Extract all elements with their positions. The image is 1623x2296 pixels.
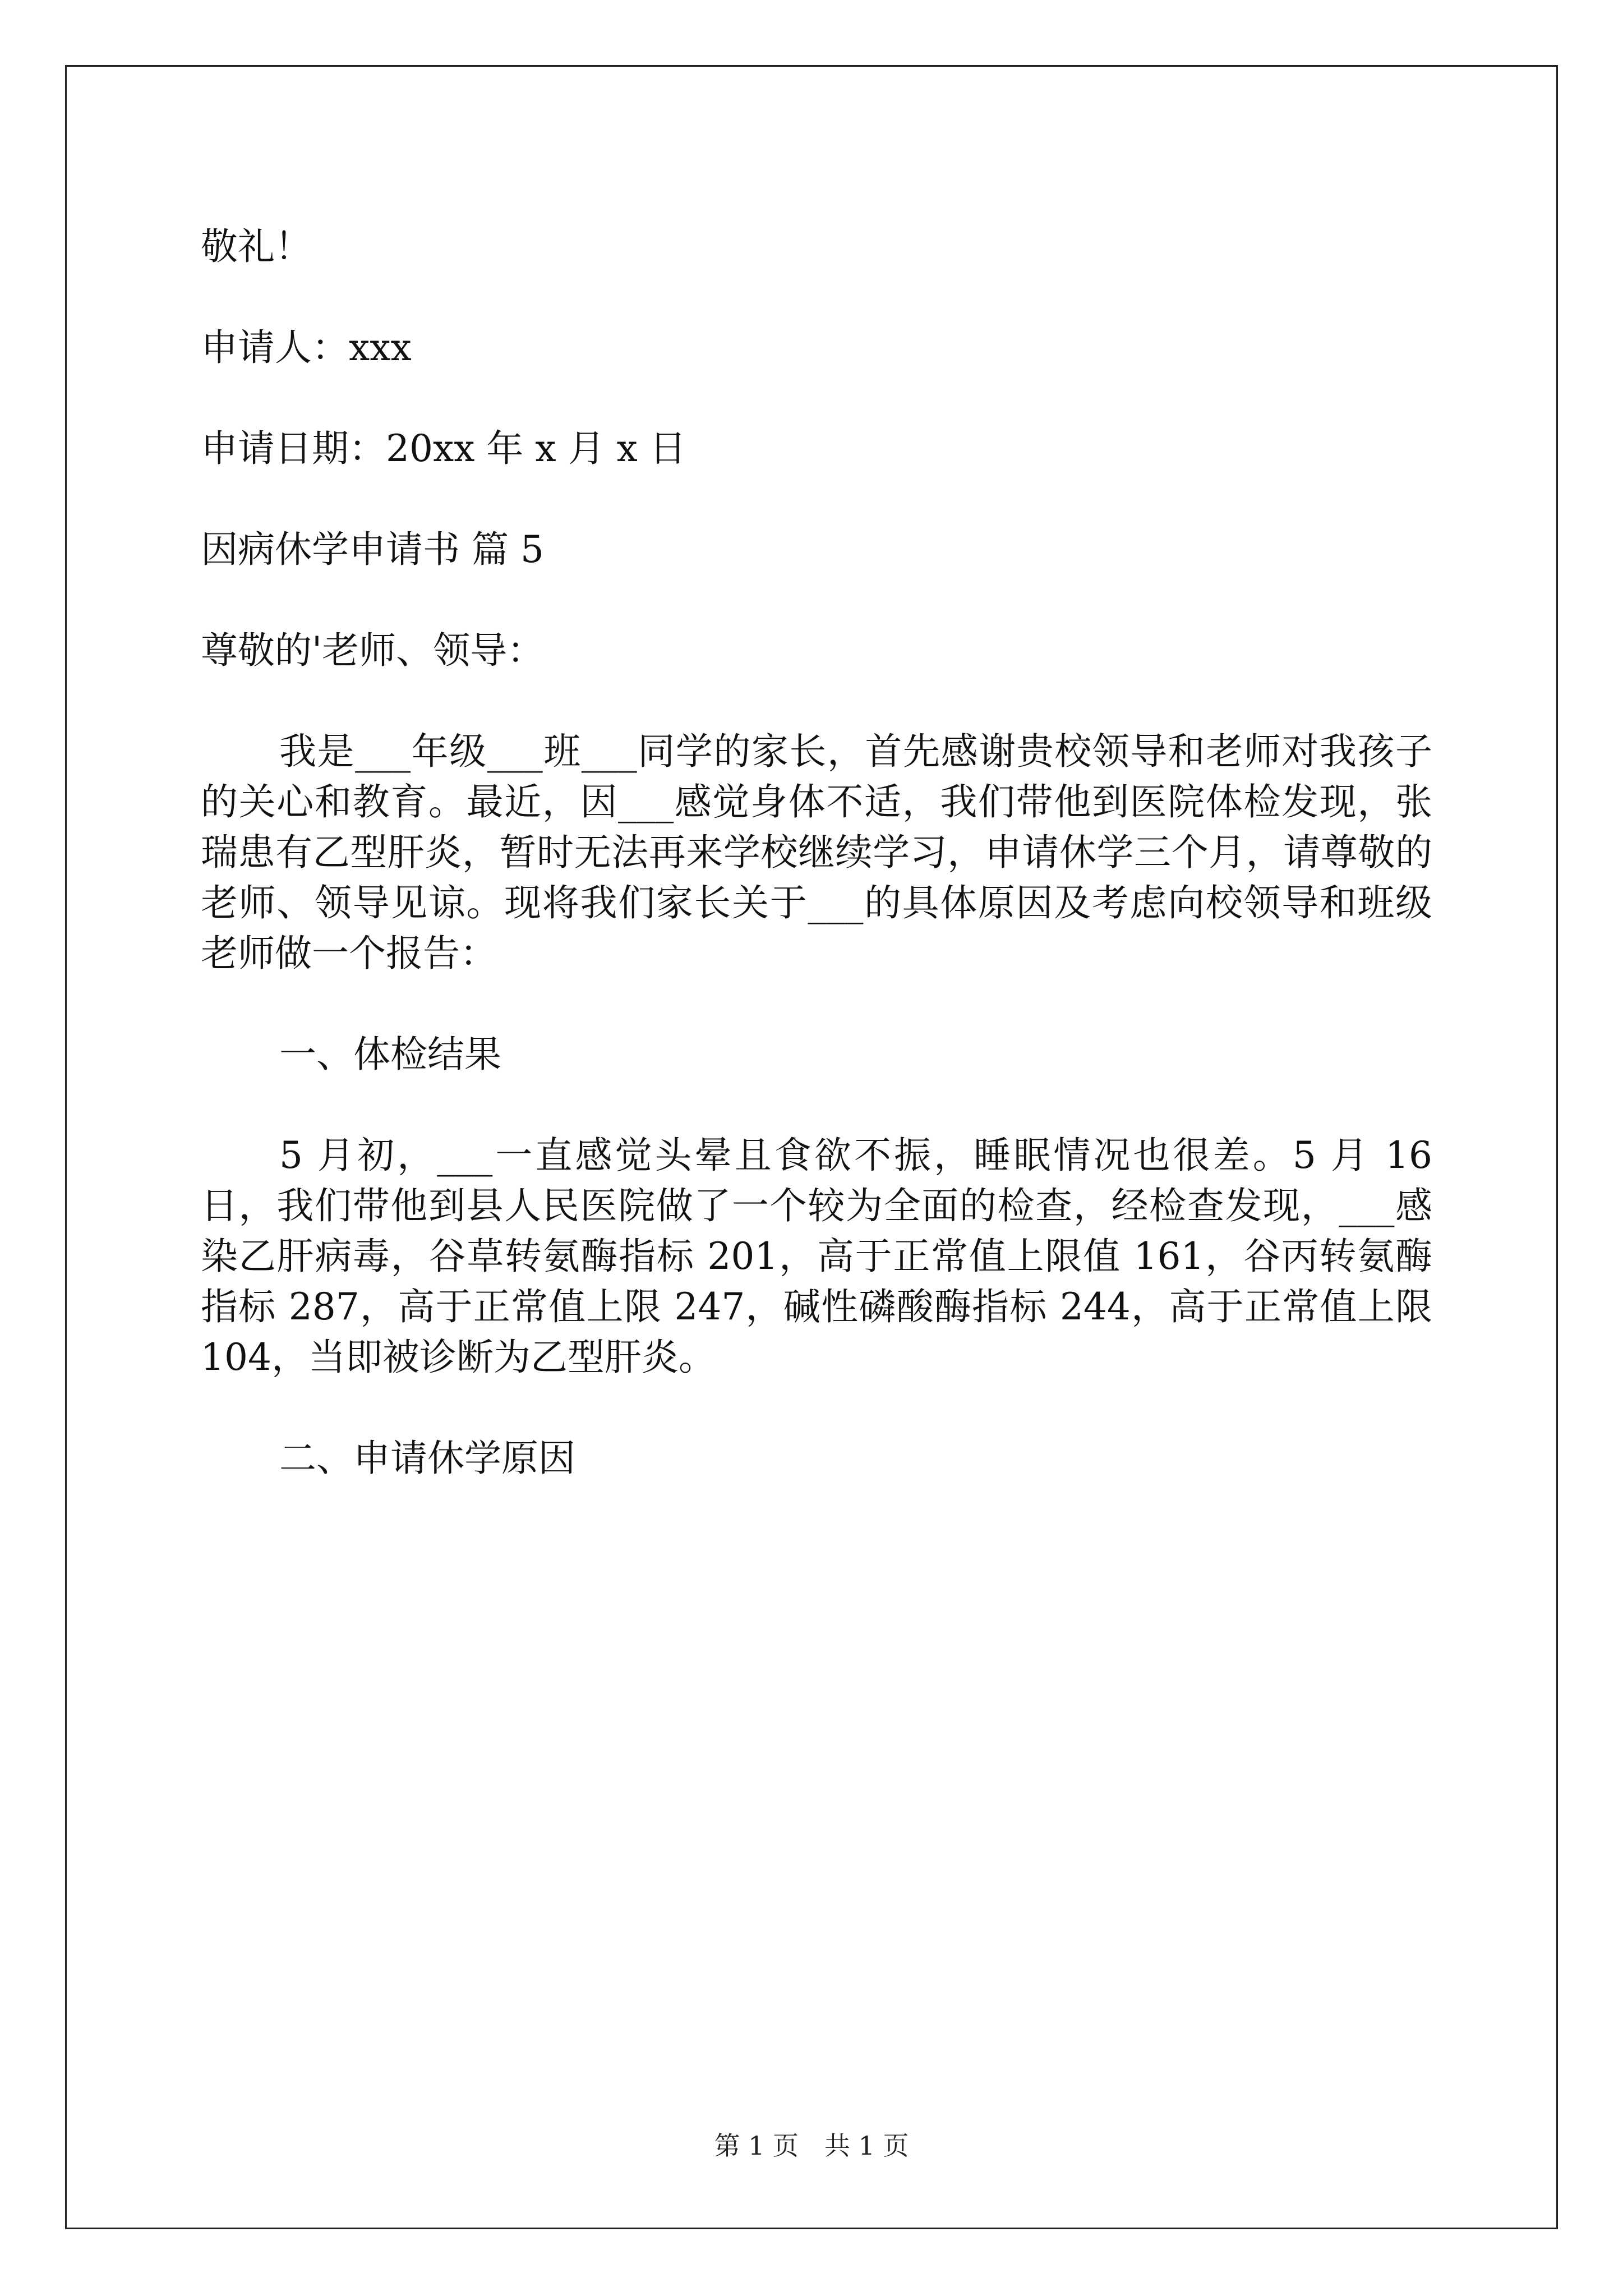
body-paragraph-exam: 5 月初，___一直感觉头晕且食欲不振，睡眠情况也很差。5 月 16 日，我们带他到县人民医院做了一个较为全面的检查，经检查发现，___感染乙肝病毒，谷草转氨酶指标 201，高于正常值上限值 161，谷丙转氨酶指标 287，高于正常值上限 247，碱性磷酸酶指标 244，高于正常值上限 104，当即被诊断为乙型肝炎。 [201, 1134, 1432, 1379]
body-paragraph-intro: 我是___年级___班___同学的家长，首先感谢贵校领导和老师对我孩子的关心和教育。最近，因___感觉身体不适，我们带他到医院体检发现，张瑞患有乙型肝炎，暂时无法再来学校继续学习，申请休学三个月，请尊敬的老师、领导见谅。现将我们家长关于___的具体原因及考虑向校领导和班级老师做一个报告： [201, 730, 1432, 975]
heading-exam-results: 一、体检结果 [279, 1033, 501, 1076]
closing-salutation: 敬礼！ [201, 225, 312, 268]
greeting-line: 尊敬的'老师、领导： [201, 629, 545, 672]
application-date-line: 申请日期：20xx 年 x 月 x 日 [201, 427, 686, 470]
section-title: 因病休学申请书 篇 5 [201, 528, 544, 571]
heading-leave-reason: 二、申请休学原因 [279, 1437, 575, 1480]
page-number-footer: 第 1 页 共 1 页 [714, 2131, 909, 2161]
applicant-line: 申请人：xxx [201, 326, 412, 369]
document-body [201, 222, 1432, 1534]
